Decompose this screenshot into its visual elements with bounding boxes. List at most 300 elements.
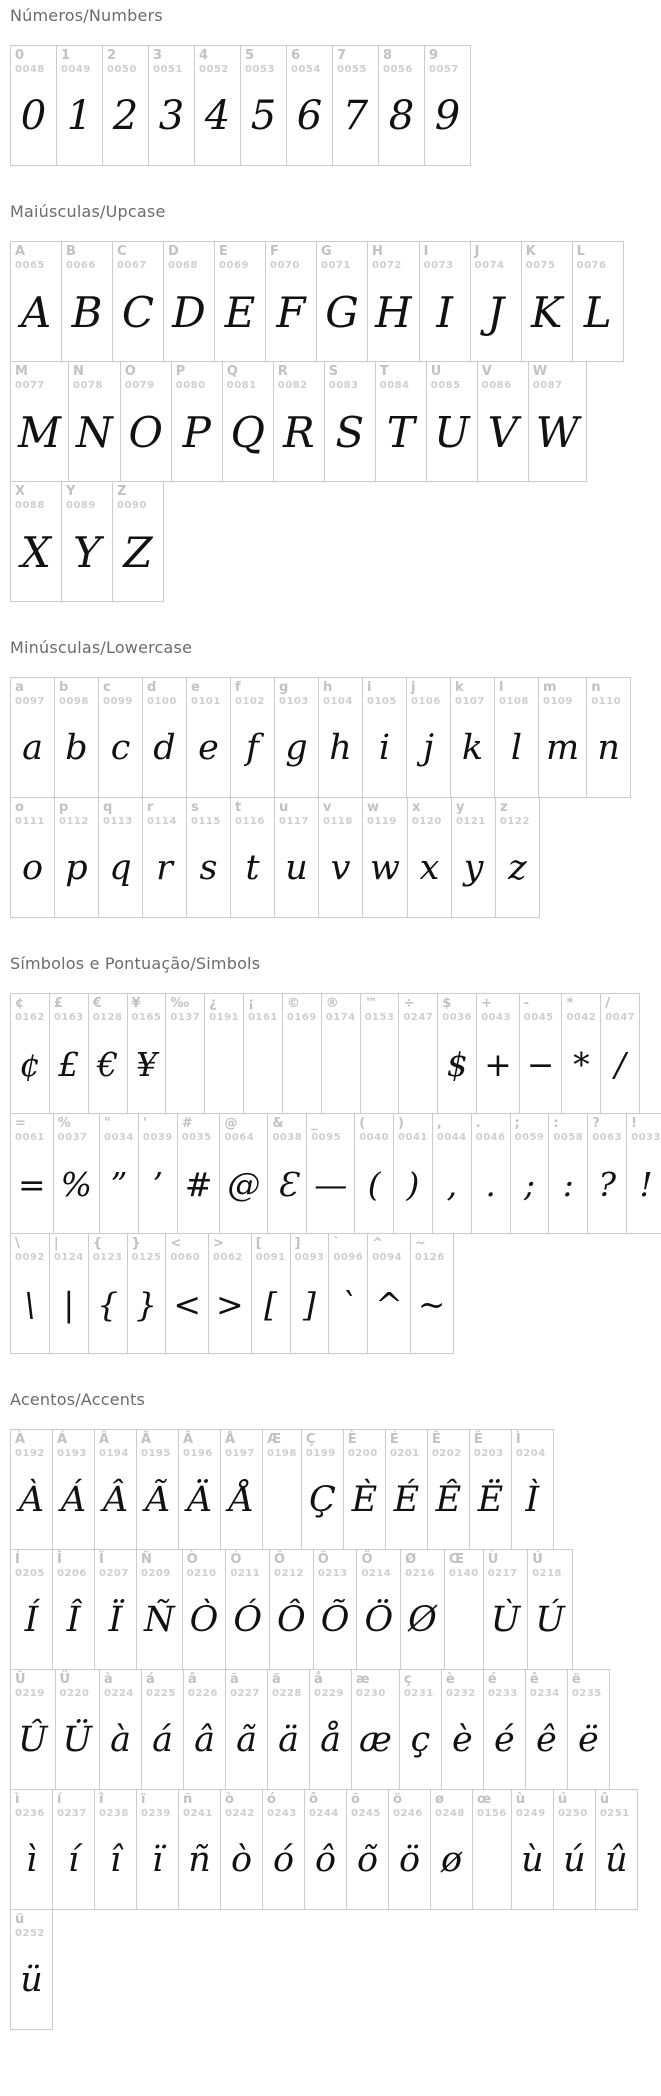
glyph-cell-header — [484, 1670, 525, 1699]
glyph-cell — [94, 1429, 137, 1550]
character-code: 0085 — [430, 379, 461, 391]
character-code: 0231 — [403, 1687, 434, 1699]
glyph-cell-header — [562, 994, 600, 1023]
character-glyph: t — [245, 848, 260, 889]
glyph-cell — [10, 1669, 56, 1790]
glyph-cell — [88, 1233, 128, 1354]
glyph-cell — [410, 1233, 454, 1354]
character-glyph: ú — [563, 1840, 586, 1881]
character-code: 0077 — [15, 379, 45, 391]
character-code: 0049 — [61, 63, 91, 75]
character-glyph — [361, 1023, 399, 1113]
section-title: Maiúsculas/Upcase — [10, 202, 166, 221]
character-label: M — [15, 364, 28, 379]
glyph-cell-header — [221, 1430, 262, 1459]
character-glyph: ! — [639, 1164, 653, 1204]
glyph-cell — [525, 1669, 568, 1790]
glyph-row — [10, 1669, 661, 1790]
character-glyph: Z — [123, 527, 153, 577]
character-glyph: = — [18, 1164, 46, 1204]
character-code: 0043 — [481, 1011, 511, 1023]
character-label: 9 — [429, 48, 439, 63]
glyph-cell — [527, 1549, 573, 1670]
glyph-row — [10, 1429, 661, 1550]
glyph-cell — [332, 45, 379, 166]
character-label: ó — [267, 1792, 276, 1807]
glyph-row — [10, 797, 661, 918]
character-glyph: − — [526, 1044, 555, 1084]
character-glyph: ~ — [417, 1284, 446, 1324]
glyph-cell — [10, 797, 55, 918]
character-glyph: A — [20, 287, 52, 337]
glyph-cell — [477, 361, 529, 482]
character-code: 0218 — [532, 1567, 563, 1579]
glyph-cell — [511, 1789, 554, 1910]
section-title: Acentos/Accents — [10, 1390, 146, 1409]
glyph-cell — [136, 1789, 179, 1910]
character-code: 0057 — [429, 63, 459, 75]
glyph-cell — [309, 1669, 352, 1790]
character-label: X — [15, 484, 26, 499]
glyph-cell — [494, 677, 539, 798]
glyph-cell-header — [355, 1114, 393, 1143]
glyph-cell — [178, 1789, 221, 1910]
glyph-cell-header — [427, 362, 477, 391]
glyph-cell — [127, 1233, 167, 1354]
character-code: 0213 — [317, 1567, 348, 1579]
character-glyph: è — [452, 1720, 473, 1761]
character-glyph: ò — [230, 1840, 253, 1881]
character-label: ö — [393, 1792, 402, 1807]
glyph-cell — [225, 1669, 268, 1790]
character-label: L — [576, 244, 585, 259]
character-code: 0088 — [15, 499, 45, 511]
character-label: à — [104, 1672, 113, 1687]
character-glyph: Û — [18, 1720, 48, 1761]
character-label: F — [270, 244, 279, 259]
character-label: C — [117, 244, 127, 259]
character-label: Í — [15, 1552, 20, 1567]
character-label: ò — [225, 1792, 234, 1807]
character-code: 0245 — [351, 1807, 381, 1819]
glyph-cell — [267, 1113, 307, 1234]
glyph-cell-header — [442, 1670, 483, 1699]
glyph-cell — [316, 241, 368, 362]
character-glyph — [473, 1819, 511, 1909]
glyph-cell-header — [11, 46, 56, 75]
glyph-cell-header — [11, 678, 54, 707]
character-code: 0091 — [255, 1251, 286, 1263]
glyph-cell — [94, 1789, 137, 1910]
character-code: 0252 — [15, 1927, 45, 1939]
character-code: 0202 — [431, 1447, 462, 1459]
glyph-cell — [230, 677, 275, 798]
glyph-cell — [367, 241, 420, 362]
character-code: 0100 — [147, 695, 177, 707]
glyph-cell — [102, 45, 149, 166]
character-code: 0095 — [311, 1131, 342, 1143]
glyph-cell — [282, 993, 322, 1114]
section-title: Minúsculas/Lowercase — [10, 638, 193, 657]
character-label: 5 — [245, 48, 255, 63]
character-label: - — [523, 996, 530, 1011]
glyph-cell-header — [11, 798, 54, 827]
character-code: 0191 — [209, 1011, 240, 1023]
glyph-cell-header — [333, 46, 378, 75]
glyph-cell-header — [573, 242, 623, 271]
character-glyph: 2 — [112, 93, 139, 140]
character-label: v — [323, 800, 332, 815]
character-label: Á — [57, 1432, 68, 1447]
character-label: Ä — [183, 1432, 194, 1447]
glyph-cell-header — [195, 46, 240, 75]
glyph-cell — [476, 993, 520, 1114]
character-label: z — [499, 800, 508, 815]
glyph-cell-header — [357, 1550, 400, 1579]
glyph-cell-header — [99, 678, 142, 707]
character-label: ø — [435, 1792, 444, 1807]
character-code: 0073 — [423, 259, 454, 271]
character-code: 0234 — [529, 1687, 560, 1699]
character-glyph: : — [562, 1164, 574, 1204]
glyph-cell — [178, 1429, 221, 1550]
character-glyph — [445, 1579, 483, 1669]
glyph-cell-header — [601, 994, 639, 1023]
character-label: i — [367, 680, 372, 695]
character-label: ) — [398, 1116, 404, 1131]
glyph-cell-header — [363, 798, 407, 827]
glyph-cell — [94, 1549, 137, 1670]
character-glyph: 6 — [296, 93, 323, 140]
character-code: 0066 — [66, 259, 96, 271]
glyph-cell — [262, 1789, 305, 1910]
character-code: 0110 — [591, 695, 622, 707]
glyph-cell-header — [270, 1550, 313, 1579]
character-glyph: k — [461, 728, 484, 769]
character-glyph: # — [184, 1164, 213, 1204]
character-label: w — [367, 800, 380, 815]
character-code: 0203 — [473, 1447, 504, 1459]
glyph-cell — [388, 1789, 431, 1910]
glyph-cell — [10, 45, 57, 166]
glyph-cell-header — [11, 1670, 55, 1699]
character-glyph: ) — [406, 1164, 420, 1204]
character-glyph: f — [246, 728, 259, 769]
character-label: y — [455, 800, 465, 815]
character-code: 0205 — [15, 1567, 45, 1579]
character-code: 0121 — [455, 815, 486, 827]
character-code: 0207 — [99, 1567, 129, 1579]
glyph-cell-header — [471, 242, 521, 271]
character-glyph: L — [583, 287, 612, 337]
character-code: 0042 — [566, 1011, 597, 1023]
character-code: 0250 — [557, 1807, 588, 1819]
character-label: / — [605, 996, 611, 1011]
character-code: 0204 — [515, 1447, 546, 1459]
glyph-cell-header — [314, 1550, 357, 1579]
character-label: e — [191, 680, 200, 695]
character-glyph: ç — [410, 1720, 431, 1761]
character-label: Ê — [431, 1432, 441, 1447]
section — [10, 1390, 661, 2030]
character-label: ™ — [364, 996, 378, 1011]
character-code: 0114 — [147, 815, 177, 827]
glyph-cell-header — [363, 678, 406, 707]
glyph-cell-header — [520, 994, 562, 1023]
glyph-cell — [375, 361, 427, 482]
glyph-cell — [441, 1669, 484, 1790]
character-label: S — [328, 364, 339, 379]
character-code: 0194 — [99, 1447, 129, 1459]
glyph-cell — [362, 797, 408, 918]
character-glyph: é — [494, 1720, 515, 1761]
character-code: 0037 — [57, 1131, 88, 1143]
character-glyph: > — [216, 1284, 244, 1324]
glyph-cell — [183, 1669, 226, 1790]
character-glyph: € — [97, 1044, 119, 1084]
character-glyph: E — [224, 287, 256, 337]
character-code: 0072 — [372, 259, 402, 271]
character-label: 6 — [291, 48, 301, 63]
character-code: 0137 — [170, 1011, 201, 1023]
glyph-cell-header — [394, 1114, 432, 1143]
character-glyph — [205, 1023, 243, 1113]
glyph-cell-header — [11, 1550, 52, 1579]
character-code: 0236 — [15, 1807, 45, 1819]
glyph-cell-header — [386, 1430, 427, 1459]
character-code: 0101 — [191, 695, 221, 707]
glyph-cell-header — [252, 1234, 290, 1263]
glyph-cell — [148, 45, 195, 166]
character-label: ' — [142, 1116, 147, 1131]
character-glyph: G — [325, 287, 359, 337]
glyph-cell — [450, 677, 495, 798]
glyph-cell — [142, 677, 187, 798]
glyph-cell — [360, 993, 400, 1114]
character-glyph: Õ — [320, 1600, 350, 1641]
glyph-cell-header — [344, 1430, 385, 1459]
character-label: $ — [442, 996, 452, 1011]
character-glyph: Ø — [408, 1600, 437, 1641]
glyph-cell — [49, 993, 89, 1114]
character-label: k — [455, 680, 464, 695]
character-code: 0116 — [235, 815, 265, 827]
character-code: 0097 — [15, 695, 45, 707]
glyph-cell-header — [425, 46, 470, 75]
glyph-cell-header — [95, 1430, 136, 1459]
character-glyph: P — [182, 407, 211, 457]
character-glyph: u — [285, 848, 308, 889]
glyph-cell-header — [539, 678, 586, 707]
character-label: 0 — [15, 48, 25, 63]
character-code: 0198 — [267, 1447, 297, 1459]
glyph-cell-header — [223, 362, 273, 391]
character-glyph: { — [97, 1284, 119, 1324]
character-code: 0233 — [487, 1687, 518, 1699]
character-label: ( — [359, 1116, 366, 1131]
section-title: Números/Numbers — [10, 6, 163, 25]
glyph-cell — [437, 993, 477, 1114]
character-code: 0040 — [359, 1131, 390, 1143]
glyph-cell-header — [137, 1430, 178, 1459]
character-code: 0229 — [314, 1687, 344, 1699]
character-label: Y — [66, 484, 76, 499]
character-glyph: ï — [151, 1840, 164, 1881]
glyph-cell-header — [379, 46, 424, 75]
character-label: ! — [631, 1116, 638, 1131]
glyph-cell — [54, 677, 99, 798]
glyph-cell — [318, 797, 363, 918]
character-code: 0195 — [141, 1447, 171, 1459]
glyph-cell-header — [522, 242, 572, 271]
glyph-cell — [400, 1549, 445, 1670]
glyph-cell — [99, 1113, 139, 1234]
glyph-cell — [328, 1233, 368, 1354]
character-label: ô — [309, 1792, 318, 1807]
character-label: Ò — [186, 1552, 198, 1567]
character-code: 0161 — [248, 1011, 278, 1023]
character-label: û — [599, 1792, 610, 1807]
character-label: c — [103, 680, 111, 695]
glyph-cell — [10, 1789, 53, 1910]
glyph-cell-header — [302, 1430, 343, 1459]
glyph-cell — [68, 361, 121, 482]
character-label: á — [146, 1672, 155, 1687]
character-code: 0081 — [226, 379, 257, 391]
character-glyph: N — [76, 407, 113, 457]
glyph-cell — [538, 677, 587, 798]
character-code: 0119 — [367, 815, 397, 827]
character-label: Ú — [532, 1552, 543, 1567]
character-code: 0112 — [59, 815, 89, 827]
glyph-cell — [286, 45, 333, 166]
glyph-cell — [274, 797, 319, 918]
glyph-cell-header — [420, 242, 470, 271]
glyph-cell-header — [411, 1234, 453, 1263]
character-glyph: ó — [272, 1840, 295, 1881]
glyph-cell — [10, 1549, 53, 1670]
character-label: Û — [15, 1672, 26, 1687]
character-label: ^ — [372, 1236, 384, 1251]
character-glyph: h — [329, 728, 352, 769]
glyph-cell-header — [209, 1234, 251, 1263]
glyph-cell-header — [438, 994, 476, 1023]
glyph-cell-header — [477, 994, 519, 1023]
character-glyph — [399, 1023, 437, 1113]
character-glyph: 4 — [204, 93, 231, 140]
character-label: R — [277, 364, 288, 379]
character-label: õ — [351, 1792, 360, 1807]
character-code: 0070 — [270, 259, 300, 271]
glyph-cell — [112, 481, 164, 602]
glyph-cell — [548, 1113, 588, 1234]
character-glyph: $ — [446, 1044, 468, 1084]
glyph-cell — [595, 1789, 638, 1910]
character-glyph — [166, 1023, 204, 1113]
character-glyph: Ï — [108, 1600, 123, 1641]
glyph-cell — [120, 361, 172, 482]
character-label: " — [104, 1116, 111, 1131]
character-label: * — [566, 996, 574, 1011]
glyph-cell-header — [389, 1790, 430, 1819]
character-label: À — [15, 1432, 26, 1447]
glyph-cell-header — [179, 1790, 220, 1819]
character-code: 0052 — [199, 63, 229, 75]
glyph-row — [10, 1549, 661, 1670]
glyph-cell — [600, 993, 640, 1114]
character-glyph: d — [153, 728, 176, 769]
character-glyph: Ò — [189, 1600, 219, 1641]
character-code: 0199 — [305, 1447, 336, 1459]
character-code: 0128 — [92, 1011, 123, 1023]
character-code: 0054 — [291, 63, 321, 75]
character-glyph: q — [109, 848, 132, 889]
section-title: Símbolos e Pontuação/Simbols — [10, 954, 261, 973]
section — [10, 6, 661, 166]
character-code: 0046 — [475, 1131, 506, 1143]
glyph-cell-header — [329, 1234, 367, 1263]
glyph-cell-header — [473, 1790, 511, 1819]
character-glyph: g — [285, 728, 308, 769]
glyph-cell — [214, 241, 266, 362]
character-glyph: Ó — [233, 1600, 263, 1641]
character-glyph: â — [194, 1720, 215, 1761]
glyph-cell-header — [263, 1790, 304, 1819]
character-label: ] — [294, 1236, 301, 1251]
glyph-cell-header — [317, 242, 367, 271]
character-label: W — [532, 364, 548, 379]
character-glyph: ” — [110, 1164, 128, 1204]
glyph-cell-header — [11, 242, 61, 271]
character-glyph: < — [173, 1284, 202, 1324]
character-glyph: D — [172, 287, 206, 337]
glyph-cell — [553, 1789, 596, 1910]
character-glyph: Í — [24, 1600, 39, 1641]
glyph-cell-header — [319, 798, 362, 827]
character-code: 0044 — [436, 1131, 467, 1143]
glyph-cell — [165, 993, 205, 1114]
character-glyph: m — [546, 728, 580, 769]
character-glyph: Q — [230, 407, 265, 457]
character-label: ÷ — [403, 996, 415, 1011]
glyph-cell — [427, 1429, 470, 1550]
character-label: ¿ — [209, 996, 217, 1011]
glyph-cell-header — [166, 994, 204, 1023]
character-glyph: û — [605, 1840, 628, 1881]
glyph-cell-header — [89, 1234, 127, 1263]
glyph-cell-header — [588, 1114, 626, 1143]
character-label: \ — [15, 1236, 20, 1251]
glyph-cell-header — [452, 798, 495, 827]
character-label: ã — [230, 1672, 239, 1687]
character-label: Ó — [230, 1552, 242, 1567]
glyph-cell — [10, 1233, 50, 1354]
character-glyph: 3 — [158, 93, 185, 140]
glyph-cell-header — [399, 994, 437, 1023]
glyph-cell — [10, 241, 62, 362]
character-glyph: Ç — [308, 1480, 336, 1521]
character-glyph: ] — [303, 1284, 316, 1324]
glyph-cell-header — [11, 482, 61, 511]
character-code: 0061 — [15, 1131, 45, 1143]
glyph-cell-header — [496, 798, 539, 827]
character-glyph: * — [573, 1044, 590, 1084]
character-label: Ã — [141, 1432, 152, 1447]
character-glyph: ¢ — [19, 1044, 41, 1084]
character-code: 0162 — [15, 1011, 45, 1023]
glyph-cell-header — [220, 1114, 267, 1143]
glyph-cell — [343, 1429, 386, 1550]
